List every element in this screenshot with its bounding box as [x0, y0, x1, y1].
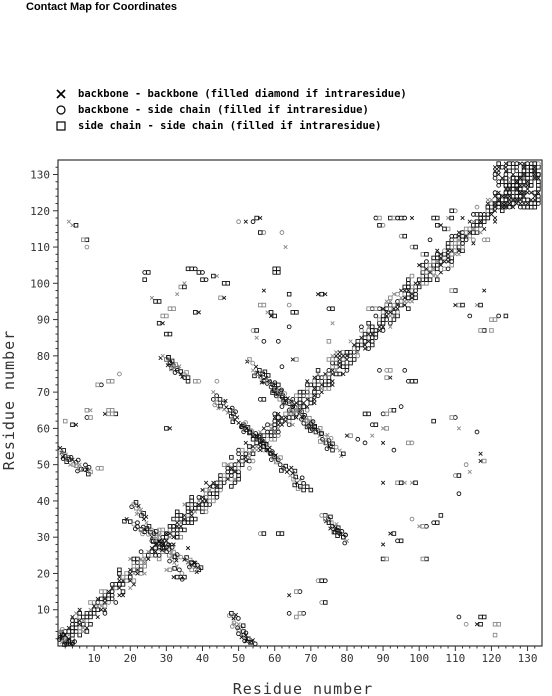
x-tick-label: 70: [304, 652, 318, 665]
x-axis-label: Residue number: [232, 680, 374, 696]
y-axis-ticks: [30, 167, 58, 638]
chart-title: Contact Map for Coordinates: [26, 1, 177, 13]
y-axis-label: Residue number: [0, 329, 18, 471]
y-tick-label: 100: [30, 277, 50, 291]
y-tick-label: 130: [30, 168, 50, 182]
x-tick-label: 80: [340, 652, 354, 665]
y-tick-label: 70: [36, 386, 50, 400]
x-axis-ticks: [65, 646, 537, 665]
x-tick-label: 100: [409, 652, 430, 665]
x-tick-label: 130: [517, 652, 538, 665]
y-tick-label: 10: [36, 603, 50, 617]
y-tick-label: 60: [36, 422, 50, 436]
x-tick-label: 20: [123, 652, 137, 665]
x-tick-label: 120: [481, 652, 502, 665]
legend-label: side chain - side chain (filled if intraresidue): [78, 120, 382, 132]
x-tick-label: 110: [445, 652, 466, 665]
legend-label: backbone - side chain (filled if intraresidue): [78, 104, 369, 116]
x-tick-label: 50: [231, 652, 246, 665]
y-tick-label: 110: [30, 241, 50, 255]
y-tick-label: 30: [36, 531, 50, 545]
legend-label: backbone - backbone (filled diamond if intraresidue): [78, 88, 407, 100]
y-tick-label: 90: [36, 313, 50, 327]
y-tick-label: 20: [36, 567, 50, 581]
x-tick-label: 60: [268, 652, 282, 665]
x-tick-label: 10: [87, 652, 101, 665]
x-tick-label: 90: [376, 652, 390, 665]
x-tick-label: 40: [195, 652, 210, 665]
y-tick-label: 120: [30, 204, 50, 218]
y-tick-label: 40: [36, 494, 50, 508]
x-tick-label: 30: [159, 652, 173, 665]
y-tick-label: 80: [36, 349, 50, 363]
y-tick-label: 50: [36, 458, 50, 472]
